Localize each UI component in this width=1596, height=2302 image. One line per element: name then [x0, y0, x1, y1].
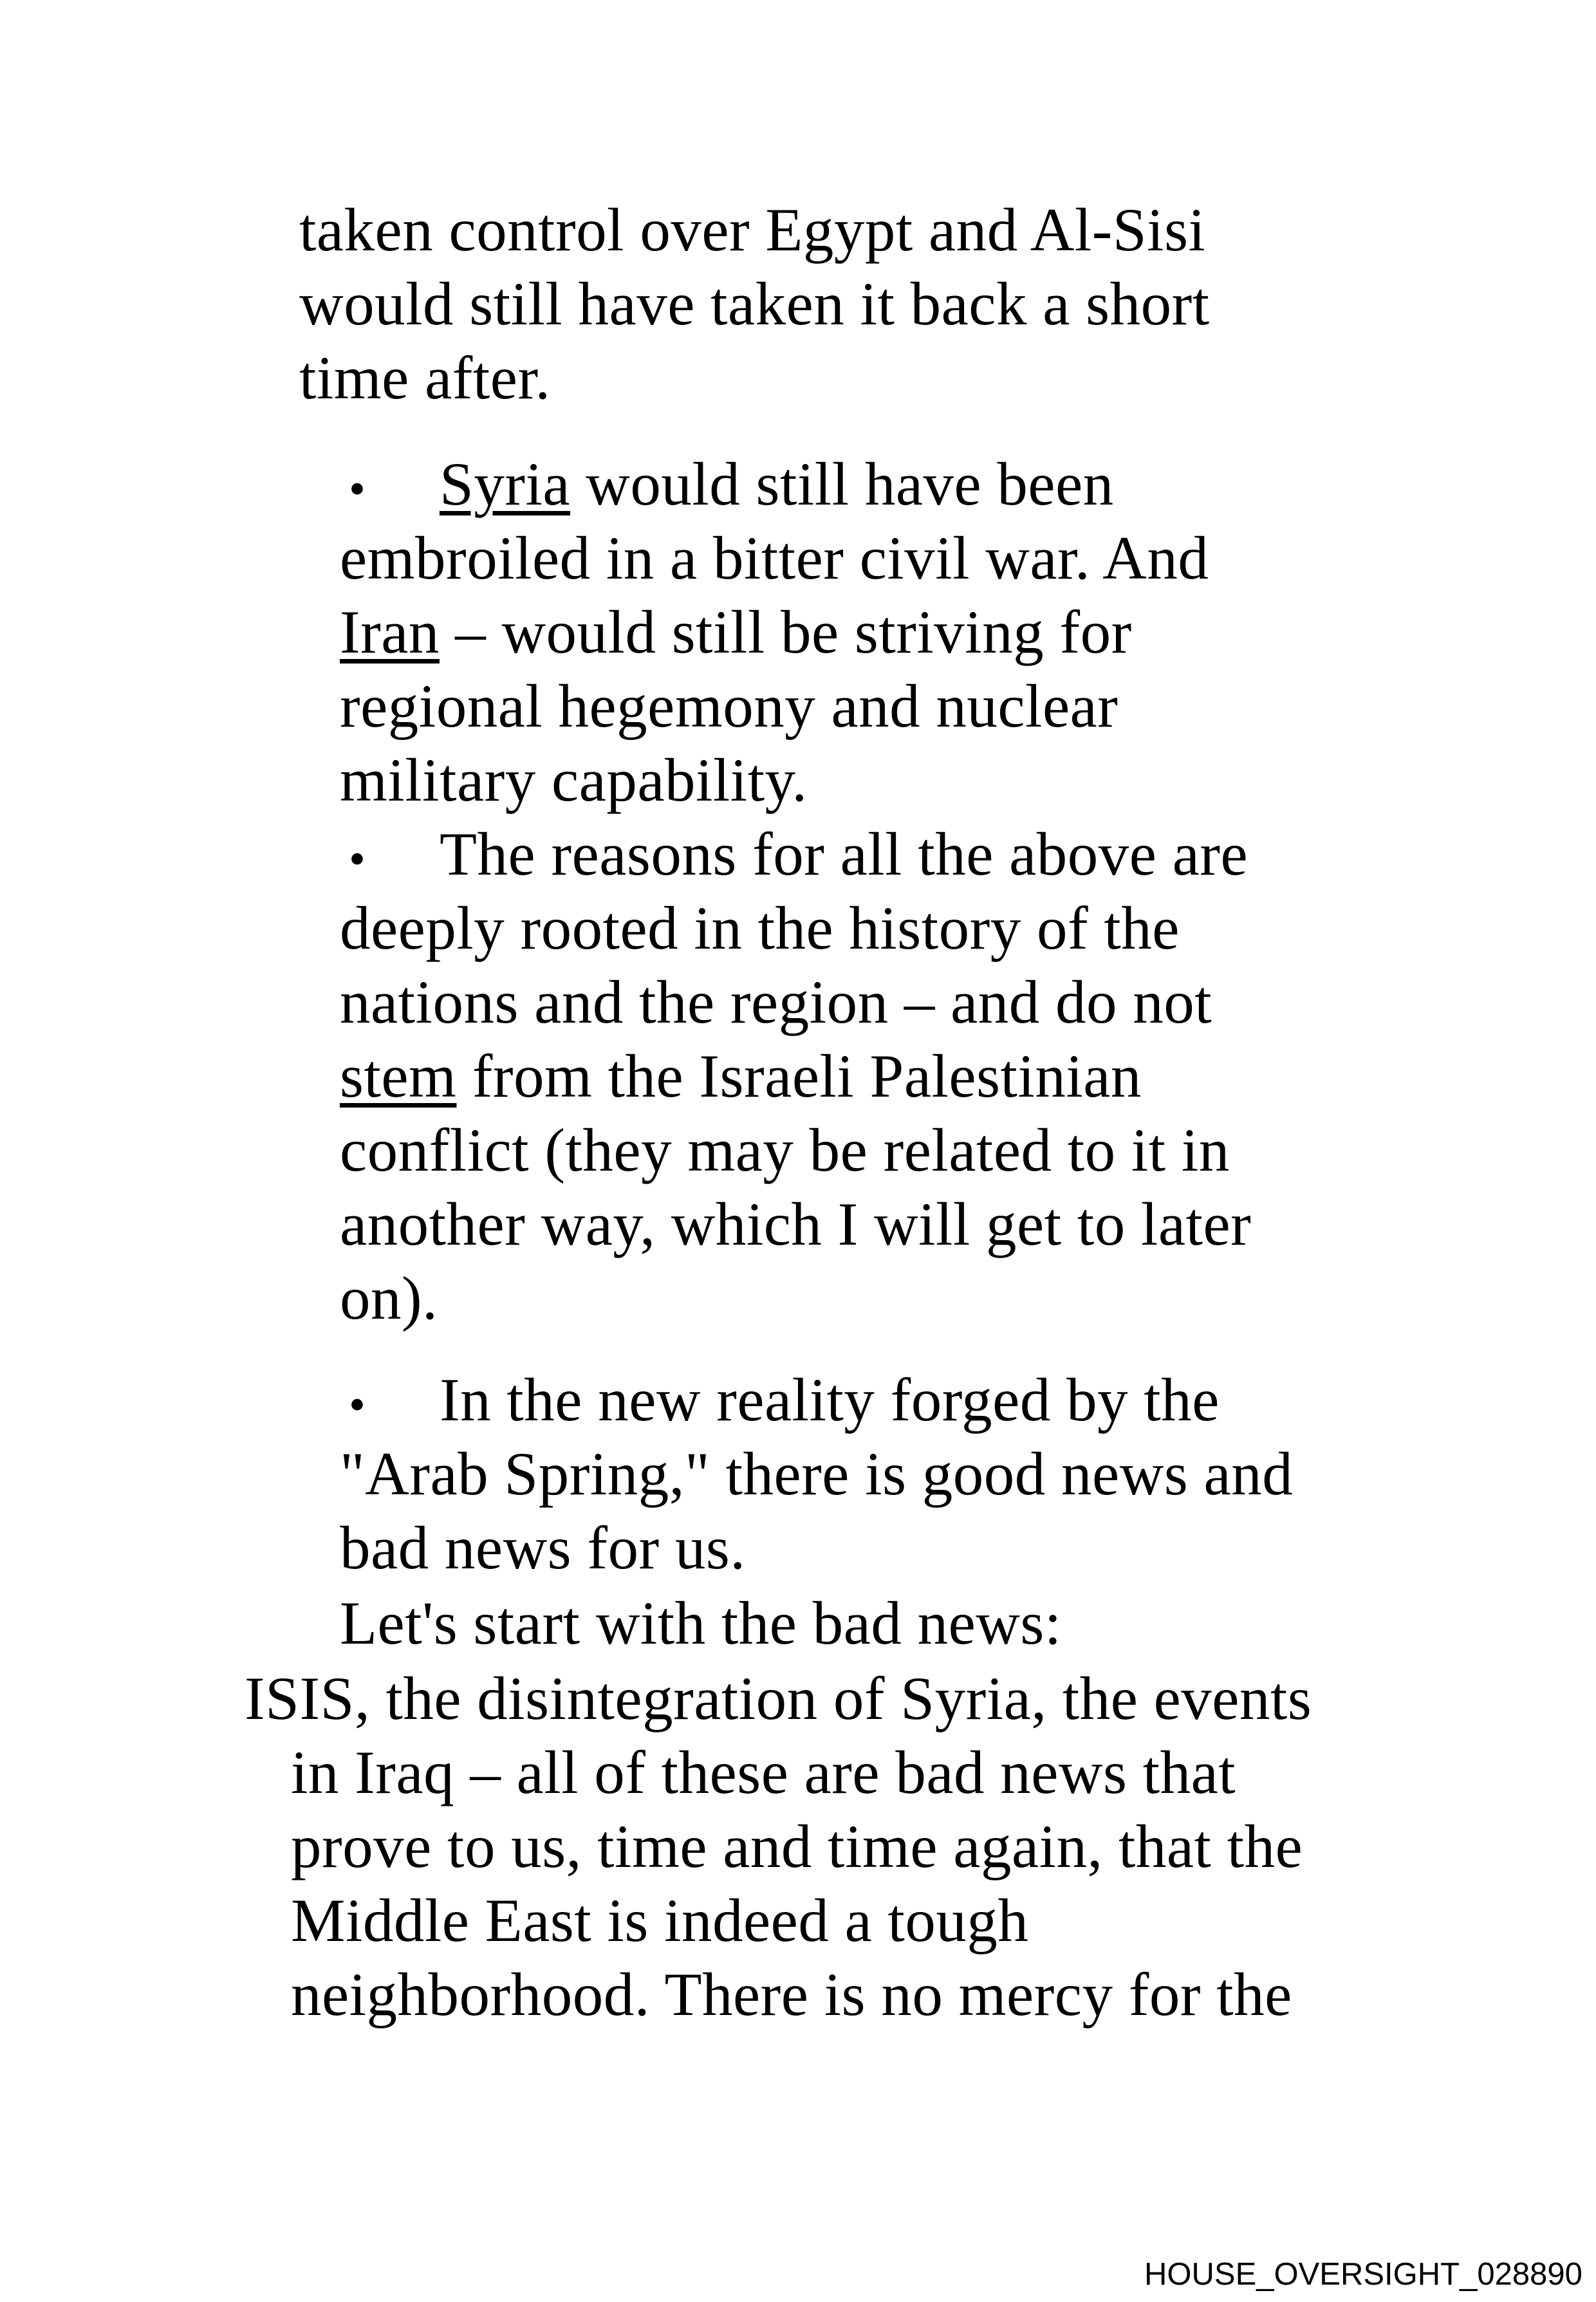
text-line	[299, 267, 1210, 341]
bullet-syria	[340, 447, 1209, 817]
text-segment: conflict (they may be related to it in	[340, 1116, 1230, 1184]
bullet-reasons	[340, 817, 1251, 1335]
text-segment: regional hegemony and nuclear	[340, 672, 1118, 740]
text-line	[340, 1586, 1062, 1660]
bullet-icon: •	[349, 1378, 366, 1431]
underlined-text: Syria	[440, 450, 571, 518]
text-segment: bad news for us.	[340, 1514, 746, 1582]
para-intro	[299, 193, 1210, 415]
text-segment: "Arab Spring," there is good news and	[340, 1440, 1294, 1508]
text-line	[299, 193, 1210, 267]
text-line	[291, 1810, 1312, 1884]
bates-number: HOUSE_OVERSIGHT_028890	[1144, 2257, 1582, 2292]
text-segment: another way, which I will get to later	[340, 1190, 1252, 1258]
text-segment: prove to us, time and time again, that the	[291, 1812, 1303, 1880]
text-line	[245, 1662, 1312, 1736]
line-lets-start	[340, 1586, 1062, 1660]
text-line	[340, 669, 1209, 743]
text-segment: would still have been	[570, 450, 1114, 518]
text-segment: nations and the region – and do not	[340, 968, 1212, 1036]
para-isis	[245, 1662, 1312, 2032]
text-line	[340, 521, 1209, 595]
text-line	[340, 447, 1209, 521]
text-segment: The reasons for all the above are	[440, 820, 1248, 888]
text-segment: ISIS, the disintegration of Syria, the events	[245, 1664, 1312, 1732]
text-line	[291, 1958, 1312, 2032]
text-segment: would still have taken it back a short	[299, 270, 1210, 338]
text-segment: deeply rooted in the history of the	[340, 894, 1180, 962]
text-line	[340, 1039, 1251, 1113]
text-line	[340, 1437, 1293, 1511]
bullet-arab-spring	[340, 1363, 1293, 1585]
text-line	[291, 1736, 1312, 1810]
text-line	[340, 743, 1209, 817]
text-segment: – would still be striving for	[439, 598, 1132, 666]
text-segment: in Iraq – all of these are bad news that	[291, 1738, 1236, 1806]
text-line	[340, 1113, 1251, 1187]
text-line	[340, 1187, 1251, 1261]
text-line	[291, 1884, 1312, 1958]
text-segment: neighborhood. There is no mercy for the	[291, 1960, 1292, 2028]
text-line	[340, 817, 1251, 891]
underlined-text: stem	[340, 1042, 457, 1110]
text-line	[340, 965, 1251, 1039]
text-line	[340, 595, 1209, 669]
text-segment: embroiled in a bitter civil war. And	[340, 524, 1209, 592]
text-line	[340, 1363, 1293, 1437]
text-segment: on).	[340, 1264, 438, 1332]
text-line	[299, 341, 1210, 415]
underlined-text: Iran	[340, 598, 440, 666]
bullet-icon: •	[349, 833, 366, 886]
text-segment: time after.	[299, 344, 551, 412]
text-segment: from the Israeli Palestinian	[456, 1042, 1142, 1110]
text-segment: In the new reality forged by the	[440, 1366, 1220, 1434]
text-line	[340, 1261, 1251, 1335]
text-line	[340, 891, 1251, 965]
text-segment: taken control over Egypt and Al-Sisi	[299, 196, 1206, 264]
bullet-icon: •	[349, 463, 366, 515]
text-segment: Middle East is indeed a tough	[291, 1886, 1029, 1954]
text-segment: Let's start with the bad news:	[340, 1589, 1062, 1657]
text-line	[340, 1511, 1293, 1585]
text-segment: military capability.	[340, 746, 808, 814]
